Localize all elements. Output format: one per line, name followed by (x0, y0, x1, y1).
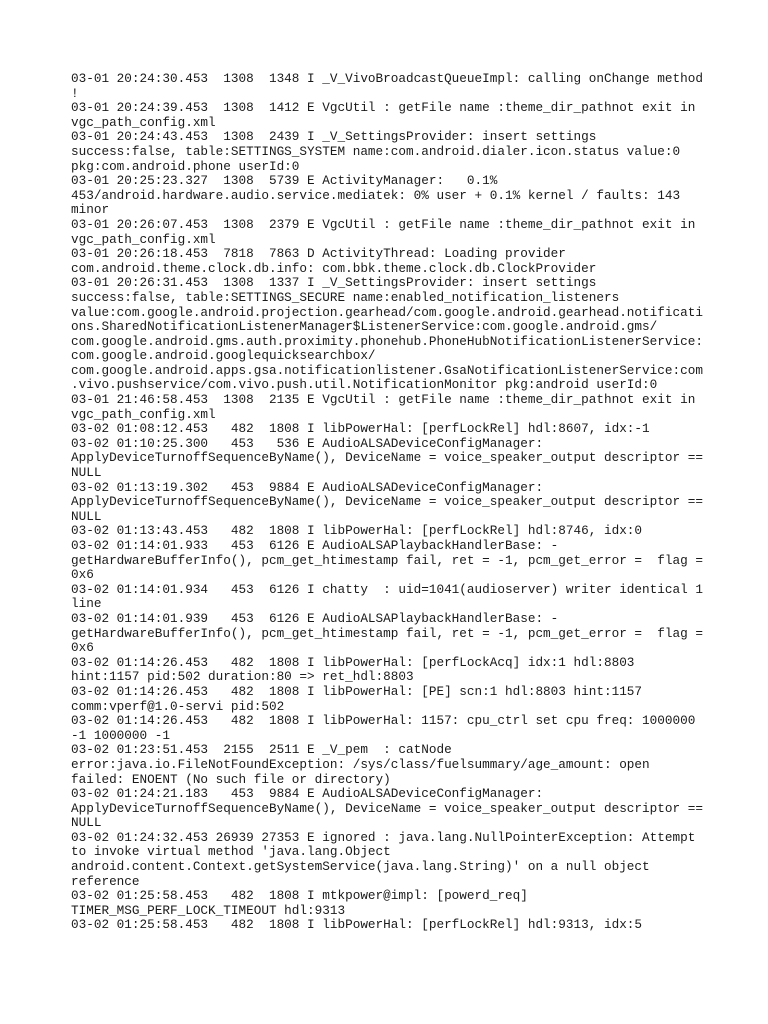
log-text: 03-01 20:24:30.453 1308 1348 I _V_VivoBroadcastQueueImpl: calling onChange method ! 03-01 20:24:39.453 1308 1412 E VgcUtil : getFile name :theme_dir_pathnot exit in vgc_path_config.xml 03-01 20:24:43.453 1308 2439 I _V_SettingsProvider: insert settings success:false, table:SETTINGS_SYSTEM name:com.android.dialer.icon.status value:0 pkg:com.android.phone userId:0 03-01 20:25:23.327 1308 5739 E ActivityManager: 0.1% 453/android.hardware.audio.service.mediatek: 0% user + 0.1% kernel / faults: 143 minor 03-01 20:26:07.453 1308 2379 E VgcUtil : getFile name :theme_dir_pathnot exit in vgc_path_config.xml 03-01 20:26:18.453 7818 7863 D ActivityThread: Loading provider com.android.theme.clock.db.info: com.bbk.theme.clock.db.ClockProvider 03-01 20:26:31.453 1308 1337 I _V_SettingsProvider: insert settings success:false, table:SETTINGS_SECURE name:enabled_notification_listeners value:com.google.android.projection.gearhead/com.google.android.gearhead.notificati ons.SharedNotificationListenerManager$ListenerService:com.google.android.gms/ com.google.android.gms.auth.proximity.phonehub.PhoneHubNotificationListenerService: com.google.android.googlequicksearchbox/ com.google.android.apps.gsa.notificationlistener.GsaNotificationListenerService:com .vivo.pushservice/com.vivo.push.util.NotificationMonitor pkg:android userId:0 03-01 21:46:58.453 1308 2135 E VgcUtil : getFile name :theme_dir_pathnot exit in vgc_path_config.xml 03-02 01:08:12.453 482 1808 I libPowerHal: [perfLockRel] hdl:8607, idx:-1 03-02 01:10:25.300 453 536 E AudioALSADeviceConfigManager: ApplyDeviceTurnoffSequenceByName(), DeviceName = voice_speaker_output descriptor == NULL 03-02 01:13:19.302 453 9884 E AudioALSADeviceConfigManager: ApplyDeviceTurnoffSequenceByName(), DeviceName = voice_speaker_output descriptor == NULL 03-02 01:13:43.453 482 1808 I libPowerHal: [perfLockRel] hdl:8746, idx:0 03-02 01:14:01.933 453 6126 E AudioALSAPlaybackHandlerBase: - getHardwareBufferInfo(), pcm_get_htimestamp fail, ret = -1, pcm_get_error = flag = 0x6 03-02 01:14:01.934 453 6126 I chatty : uid=1041(audioserver) writer identical 1 line 03-02 01:14:01.939 453 6126 E AudioALSAPlaybackHandlerBase: - getHardwareBufferInfo(), pcm_get_htimestamp fail, ret = -1, pcm_get_error = flag = 0x6 03-02 01:14:26.453 482 1808 I libPowerHal: [perfLockAcq] idx:1 hdl:8803 hint:1157 pid:502 duration:80 => ret_hdl:8803 03-02 01:14:26.453 482 1808 I libPowerHal: [PE] scn:1 hdl:8803 hint:1157 comm:vperf@1.0-servi pid:502 03-02 01:14:26.453 482 1808 I libPowerHal: 1157: cpu_ctrl set cpu freq: 1000000 -1 1000000 -1 03-02 01:23:51.453 2155 2511 E _V_pem : catNode error:java.io.FileNotFoundException: /sys/class/fuelsummary/age_amount: open failed: ENOENT (No such file or directory) 03-02 01:24:21.183 453 9884 E AudioALSADeviceConfigManager: ApplyDeviceTurnoffSequenceByName(), DeviceName = voice_speaker_output descriptor == NULL 03-02 01:24:32.453 26939 27353 E ignored : java.lang.NullPointerException: Attempt to invoke virtual method 'java.lang.Object android.content.Context.getSystemService(java.lang.String)' on a null object reference 03-02 01:25:58.453 482 1808 I mtkpower@impl: [powerd_req] TIMER_MSG_PERF_LOCK_TIMEOUT hdl:9313 03-02 01:25:58.453 482 1808 I libPowerHal: [perfLockRel] hdl:9313, idx:5 (71, 72, 703, 933)
